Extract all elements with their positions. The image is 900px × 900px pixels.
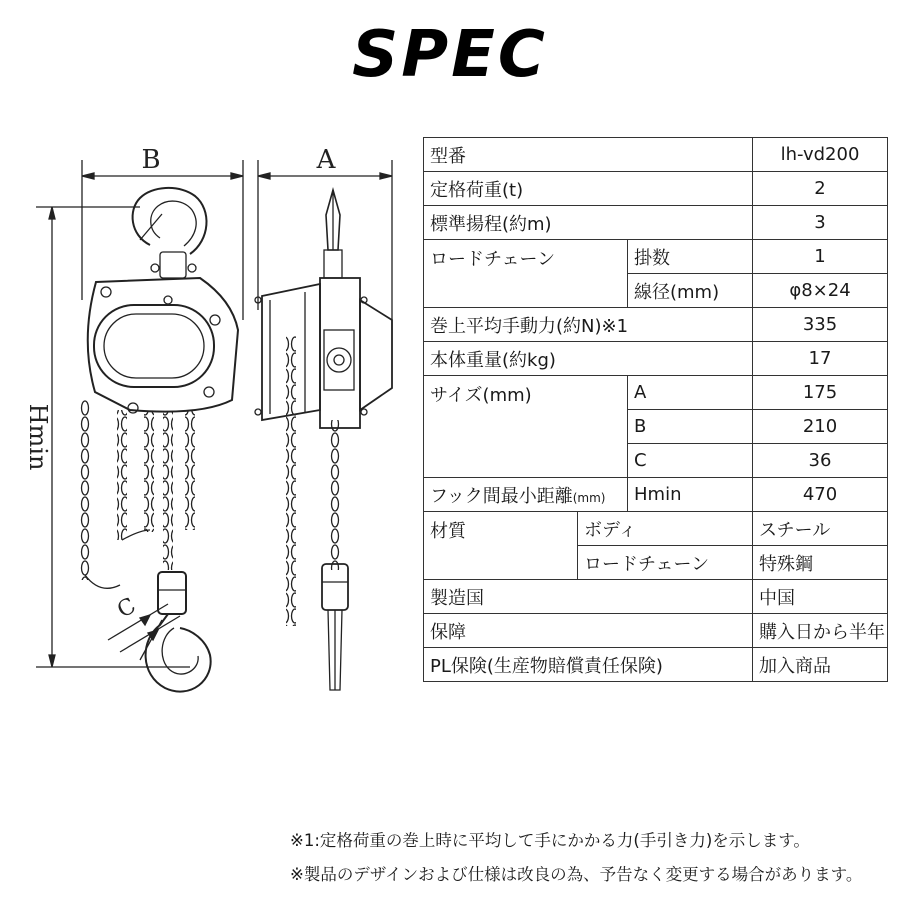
table-row bbox=[424, 614, 888, 648]
table-row bbox=[424, 206, 888, 240]
weight-label: 本体重量(約kg) bbox=[424, 342, 753, 376]
dimension-label-b: B bbox=[141, 145, 161, 175]
origin-value: 中国 bbox=[753, 580, 888, 614]
table-row bbox=[424, 172, 888, 206]
pull-value: 335 bbox=[753, 308, 888, 342]
spec-table bbox=[423, 137, 888, 682]
falls-value: 1 bbox=[753, 240, 888, 274]
falls-label: 掛数 bbox=[628, 240, 753, 274]
table-row bbox=[424, 648, 888, 682]
body-value: スチール bbox=[753, 512, 888, 546]
hook-distance-unit: (mm) bbox=[572, 490, 606, 505]
lift-value: 3 bbox=[753, 206, 888, 240]
dimension-label-c: C bbox=[113, 593, 141, 624]
table-row bbox=[424, 342, 888, 376]
table-row bbox=[424, 308, 888, 342]
body-label: ボディ bbox=[578, 512, 753, 546]
warranty-label: 保障 bbox=[424, 614, 753, 648]
size-a-value: 175 bbox=[753, 376, 888, 410]
pull-label: 巻上平均手動力(約N)※1 bbox=[424, 308, 753, 342]
table-row bbox=[424, 240, 888, 274]
dimension-label-a: A bbox=[316, 145, 336, 175]
pl-value: 加入商品 bbox=[753, 648, 888, 682]
footnote-1: ※1:定格荷重の巻上時に平均して手にかかる力(手引き力)を示します。 bbox=[290, 831, 810, 850]
wire-dia-value: φ8×24 bbox=[753, 274, 888, 308]
chain-hoist-drawing bbox=[0, 140, 410, 710]
origin-label: 製造国 bbox=[424, 580, 753, 614]
hmin-label: Hmin bbox=[628, 478, 753, 512]
wire-dia-label: 線径(mm) bbox=[628, 274, 753, 308]
warranty-value: 購入日から半年 bbox=[753, 614, 888, 648]
rated-load-label: 定格荷重(t) bbox=[424, 172, 753, 206]
model-value: lh-vd200 bbox=[753, 138, 888, 172]
hook-distance-label bbox=[424, 478, 628, 512]
size-c-value: 36 bbox=[753, 444, 888, 478]
table-row bbox=[424, 512, 888, 546]
rated-load-value: 2 bbox=[753, 172, 888, 206]
material-label: 材質 bbox=[424, 512, 578, 580]
load-chain-label: ロードチェーン bbox=[424, 240, 628, 308]
size-b-value: 210 bbox=[753, 410, 888, 444]
size-c-label: C bbox=[628, 444, 753, 478]
weight-value: 17 bbox=[753, 342, 888, 376]
page-title: SPEC bbox=[352, 18, 548, 92]
size-b-label: B bbox=[628, 410, 753, 444]
table-row bbox=[424, 478, 888, 512]
model-label: 型番 bbox=[424, 138, 753, 172]
table-row bbox=[424, 376, 888, 410]
chain-material-value: 特殊鋼 bbox=[753, 546, 888, 580]
size-a-label: A bbox=[628, 376, 753, 410]
hmin-value: 470 bbox=[753, 478, 888, 512]
lift-label: 標準揚程(約m) bbox=[424, 206, 753, 240]
chain-material-label: ロードチェーン bbox=[578, 546, 753, 580]
table-row bbox=[424, 580, 888, 614]
pl-label: PL保険(生産物賠償責任保険) bbox=[424, 648, 753, 682]
footnote-2: ※製品のデザインおよび仕様は改良の為、予告なく変更する場合があります。 bbox=[290, 865, 863, 884]
dimension-label-hmin: Hmin bbox=[24, 403, 52, 471]
table-row bbox=[424, 138, 888, 172]
size-label: サイズ(mm) bbox=[424, 376, 628, 478]
footnotes bbox=[290, 824, 862, 892]
hook-distance-text: フック間最小距離 bbox=[430, 485, 573, 507]
